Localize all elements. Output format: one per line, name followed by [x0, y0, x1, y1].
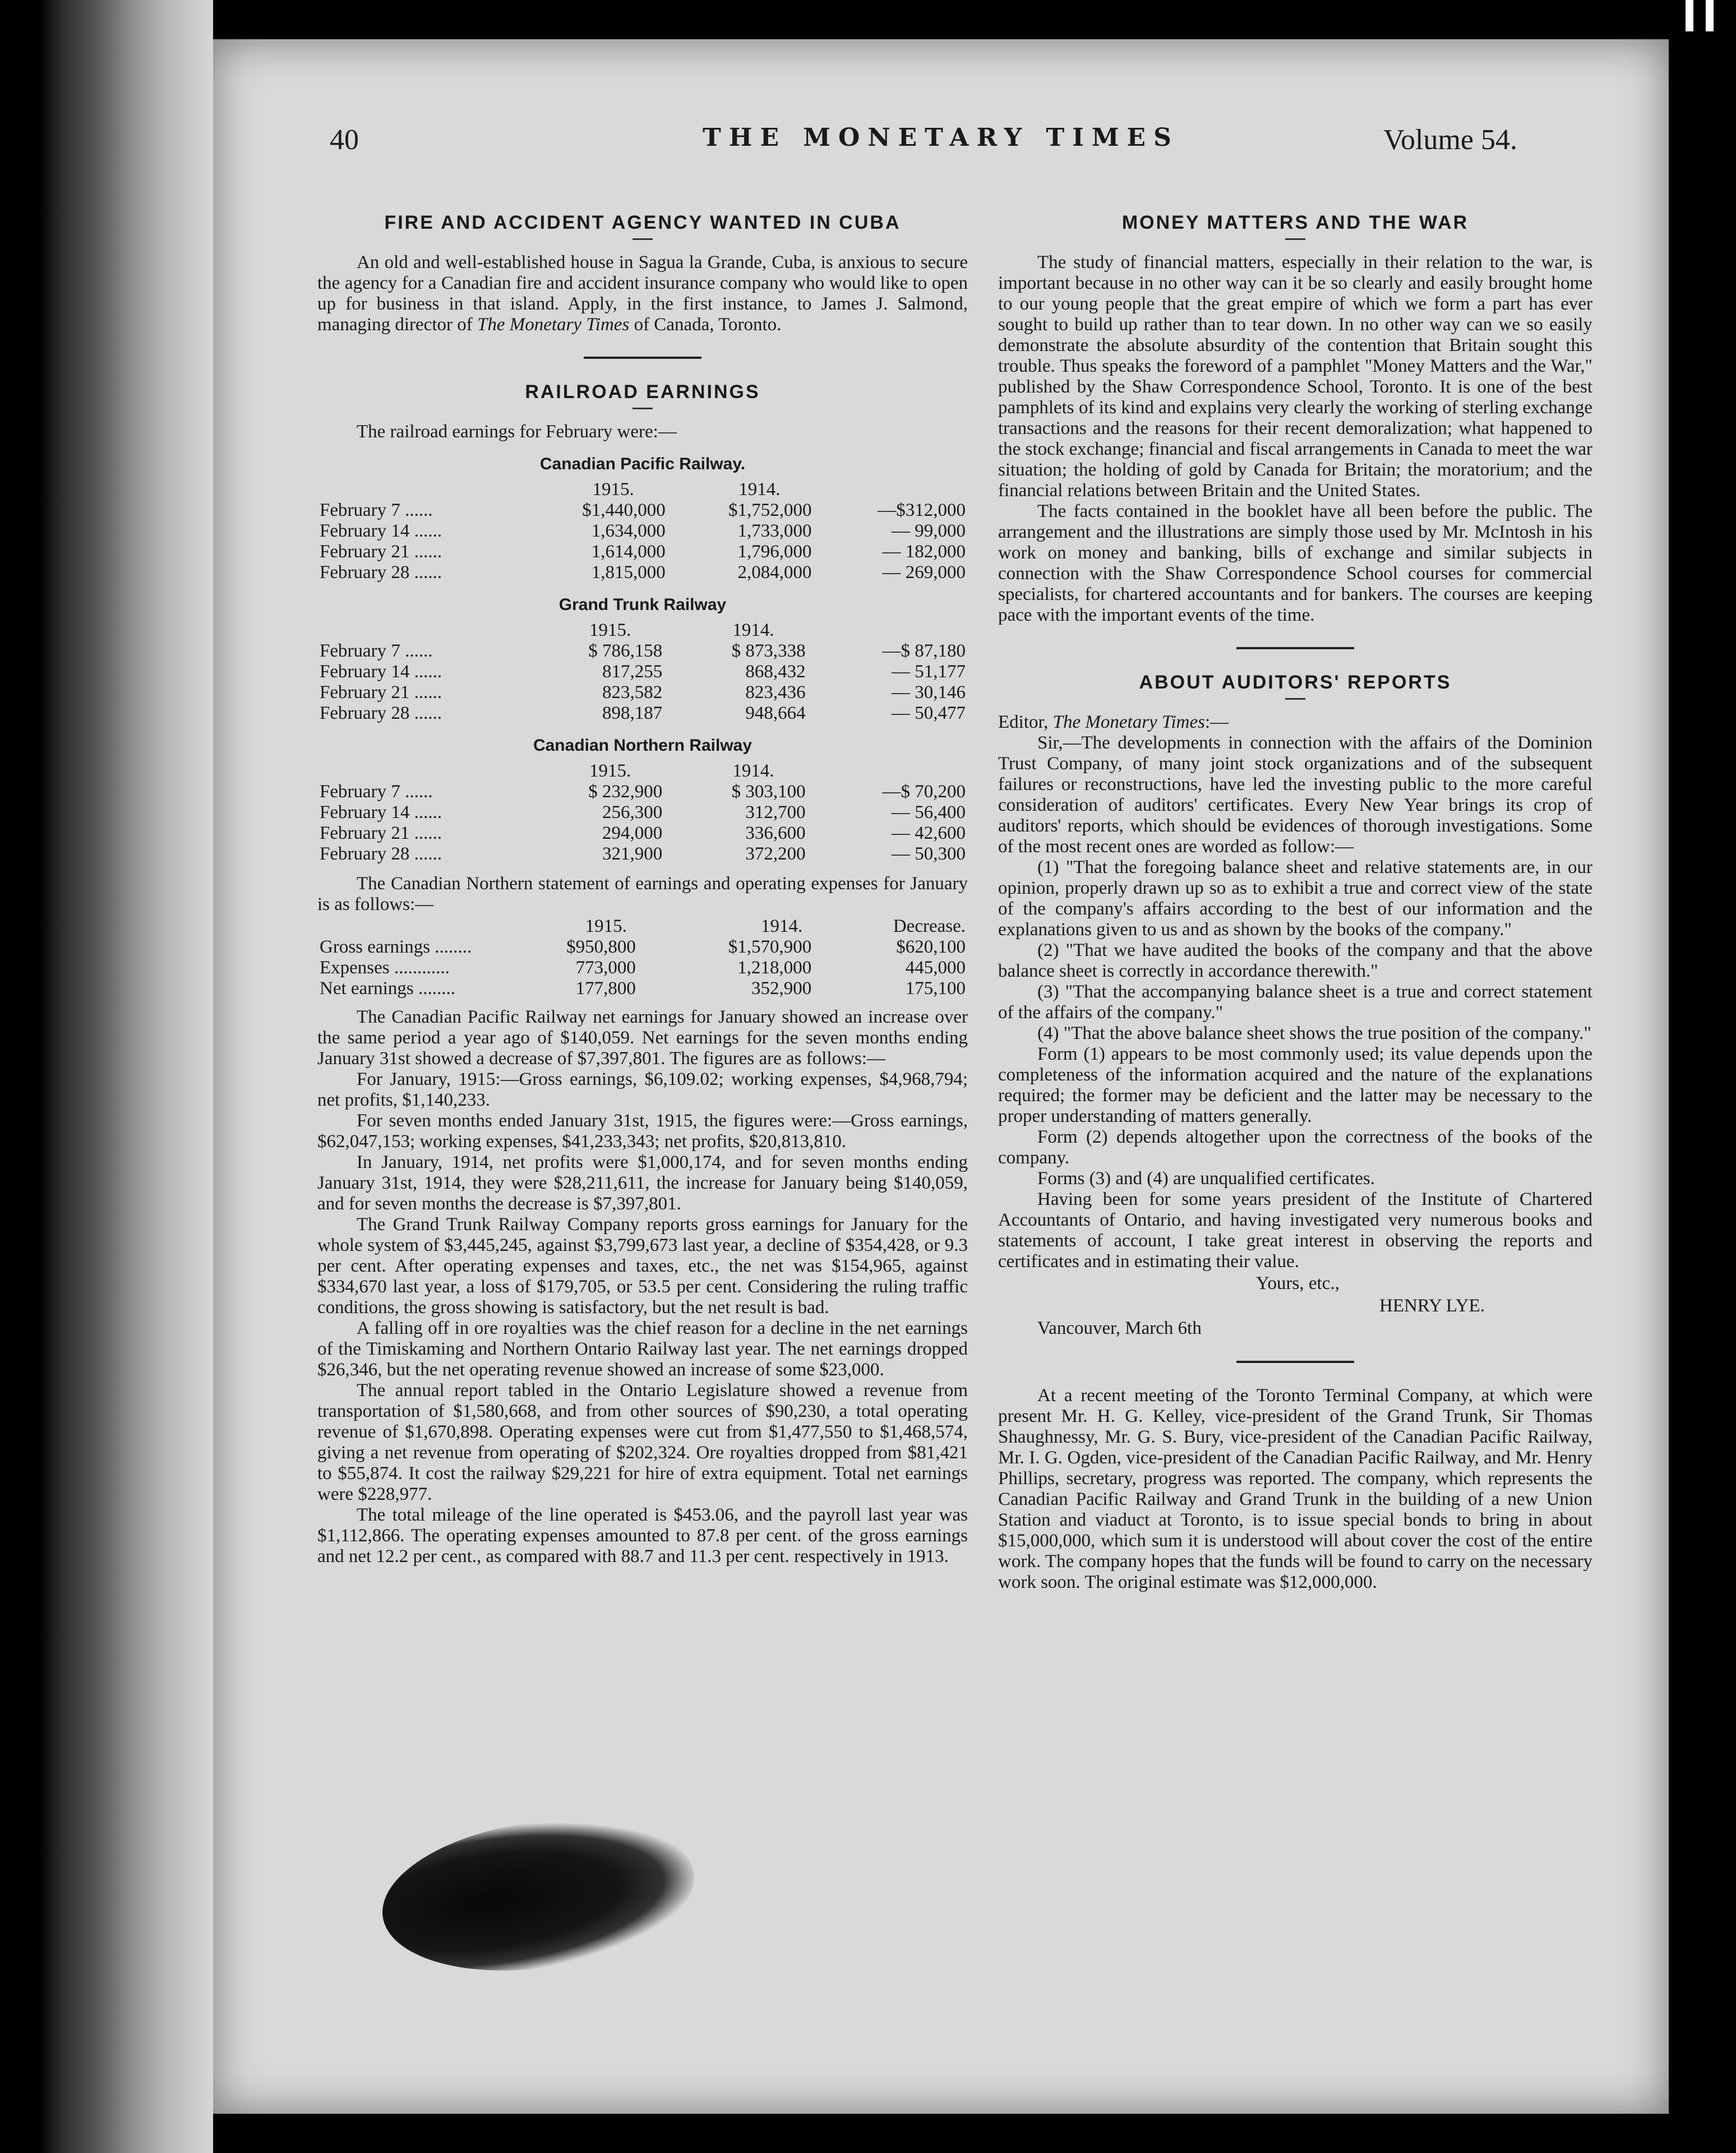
- year-label: 1915.: [589, 761, 631, 781]
- value-1915: $ 786,158: [588, 641, 663, 661]
- value-1915: 1,815,000: [591, 562, 666, 583]
- railway-name: Canadian Pacific Railway.: [539, 455, 746, 473]
- value-1915: $ 232,900: [588, 782, 663, 802]
- value-difference: — 50,477: [892, 703, 966, 723]
- value-difference: — 269,000: [882, 562, 966, 583]
- paragraph: A falling off in ore royalties was the chief reason for a decline in the net earnings of the Timiskaming and Northern Ontario Railway last year. The net earnings dropped $26,346, but the net operating revenue showed an increase of some $23,000.: [317, 1318, 968, 1380]
- value-1915: 294,000: [602, 823, 663, 843]
- auditors-heading: ABOUT AUDITORS' REPORTS: [1139, 672, 1452, 693]
- row-label: February 21 ......: [320, 823, 442, 843]
- row-label: February 21 ......: [320, 542, 442, 562]
- value-1915: 773,000: [575, 958, 636, 978]
- earnings-table: [317, 479, 968, 583]
- row-label: February 21 ......: [320, 682, 442, 703]
- value-1915: 1,614,000: [591, 542, 666, 562]
- table-row: [317, 500, 968, 521]
- left-column: [317, 202, 968, 1567]
- railroad-intro: The railroad earnings for February were:—: [357, 422, 677, 442]
- table-row: [317, 641, 968, 662]
- value-1914: 1,796,000: [737, 542, 812, 562]
- table-row: [317, 782, 968, 802]
- section-divider: [1236, 1361, 1354, 1363]
- value-difference: — 50,300: [892, 844, 966, 864]
- cn-intro: The Canadian Northern statement of earnings and operating expenses for January is as follows:—: [317, 874, 968, 914]
- value-difference: —$ 87,180: [882, 641, 966, 661]
- page-number: 40: [330, 124, 359, 156]
- row-label: February 14 ......: [320, 662, 442, 682]
- table-row: [317, 958, 968, 978]
- year-label: 1915.: [592, 479, 634, 500]
- value-1914: 312,700: [745, 802, 806, 823]
- table-row: [317, 521, 968, 542]
- railway-tables: [317, 455, 968, 865]
- value-1914: $1,752,000: [728, 500, 812, 520]
- value-1915: $950,800: [566, 937, 636, 957]
- row-label: February 28 ......: [320, 844, 442, 864]
- cuba-paragraph: An old and well-established house in Sagua la Grande, Cuba, is anxious to secure the agency for a Canadian fire and accident insurance company who would like to open up for business in that island. Apply, in the first instance, to James J. Salmond, managing director of The Monetary Times of Canada, Toronto.: [317, 252, 968, 335]
- value-decrease: 445,000: [905, 958, 966, 978]
- table-header: [317, 479, 521, 500]
- table-row: [317, 844, 968, 865]
- value-1914: 948,664: [745, 703, 806, 723]
- volume-label: Volume 54.: [1383, 124, 1517, 156]
- value-1914: $ 873,338: [731, 641, 806, 661]
- value-1914: 1,218,000: [737, 958, 812, 978]
- paragraph: The total mileage of the line operated is $453.06, and the payroll last year was $1,112,866. The operating expenses amounted to 87.8 per cent. of the gross earnings and net 12.2 per cent., as compared with 88.7 and 11.3 per cent. respectively in 1913.: [317, 1505, 968, 1567]
- section-divider: [584, 357, 701, 359]
- value-decrease: 175,100: [905, 978, 966, 999]
- masthead: THE MONETARY TIMES: [703, 123, 1179, 152]
- paragraph: Form (2) depends altogether upon the correctness of the books of the company.: [998, 1127, 1592, 1168]
- table-header: 1914.: [761, 916, 803, 936]
- paragraph: The Grand Trunk Railway Company reports gross earnings for January for the whole system of $3,445,245, against $3,799,673 last year, a decline of $354,428, or 9.3 per cent. After operating expenses and taxes, etc., the net was $154,965, against $334,670 last year, a loss of $179,705, or 53.5 per cent. Considering the ruling traffic conditions, the gross showing is satisfactory, but the net result is bad.: [317, 1214, 968, 1318]
- paragraph: In January, 1914, net profits were $1,000,174, and for seven months ending January 31st, 1914, they were $28,211,611, the increase for January being $140,059, and for seven months the decrease is $7,397,801.: [317, 1152, 968, 1214]
- value-1914: $ 303,100: [731, 782, 806, 802]
- value-1915: 177,800: [575, 978, 636, 999]
- table-header: Decrease.: [893, 916, 966, 936]
- paragraph: For January, 1915:—Gross earnings, $6,109.02; working expenses, $4,968,794; net profits, $1,140,233.: [317, 1069, 968, 1110]
- earnings-table: [317, 761, 968, 865]
- row-label: Net earnings ........: [320, 978, 455, 999]
- paragraph: The study of financial matters, especially in their relation to the war, is important because in no other way can it be so clearly and easily brought home to our young people that the great empire of which we form a part has ever sought to build up rather than to tear down. In no other way can we so easily demonstrate the absolute absurdity of the contention that Britain sought this trouble. Thus speaks the foreword of a pamphlet "Money Matters and the War," published by the Shaw Correspondence School, Toronto. It is one of the best pamphlets of its kind and explains very clearly the working of sterling exchange transactions and the reasons for their recent demoralization; what happened to the stock exchange; financial and fiscal arrangements in Canada to meet the war situation; the holding of gold by Canada for Britain; the moratorium; and the financial relations between Britain and the United States.: [998, 252, 1592, 501]
- row-label: February 7 ......: [320, 641, 433, 661]
- row-label: February 28 ......: [320, 703, 442, 723]
- right-column: [998, 202, 1592, 1593]
- value-1915: 321,900: [602, 844, 663, 864]
- row-label: February 14 ......: [320, 521, 442, 541]
- year-label: 1915.: [589, 620, 631, 640]
- value-1915: 823,582: [602, 682, 663, 703]
- cuba-heading: FIRE AND ACCIDENT AGENCY WANTED IN CUBA: [384, 212, 901, 233]
- heading-rule: [632, 408, 653, 409]
- value-1914: 2,084,000: [737, 562, 812, 583]
- money-heading: MONEY MATTERS AND THE WAR: [1121, 212, 1469, 233]
- table-header: [317, 916, 490, 937]
- value-difference: — 182,000: [882, 542, 966, 562]
- table-header: [808, 620, 968, 641]
- auditor-paragraphs: [998, 733, 1592, 1272]
- value-1915: 817,255: [602, 662, 663, 682]
- year-label: 1914.: [738, 479, 781, 500]
- paragraph: (3) "That the accompanying balance sheet is a true and correct statement of the affairs of the company.": [998, 982, 1592, 1023]
- value-difference: —$312,000: [878, 500, 966, 520]
- year-header-row: [317, 479, 968, 500]
- scan-border: [1669, 0, 1736, 2153]
- paragraph: The annual report tabled in the Ontario Legislature showed a revenue from transportation of $1,580,668, and from other sources of $90,230, a total operating revenue of $1,670,898. Operating expenses were cut from $1,477,550 to $1,468,574, giving a net revenue from operating of $202,324. Ore royalties dropped from $81,421 to $55,874. It cost the railway $29,221 for hire of extra equipment. Total net earnings were $228,977.: [317, 1380, 968, 1504]
- table-header: 1915.: [585, 916, 627, 936]
- value-1915: 256,300: [602, 802, 663, 823]
- value-difference: — 56,400: [892, 802, 966, 823]
- paragraph: The facts contained in the booklet have all been before the public. The arrangement and the illustrations are simply those used by Mr. McIntosh in his work on money and banking, bills of exchange and similar subjects in connection with the Shaw Correspondence School courses for commercial specialists, for chartered accountants and for bankers. The courses are keeping pace with the important events of the time.: [998, 501, 1592, 625]
- table-header: [317, 620, 521, 641]
- paragraph: Sir,—The developments in connection with the affairs of the Dominion Trust Company, of many joint stock organizations and of the subsequent failures or reconstructions, have led the investing public to the more careful consideration of auditors' certificates. Every New Year brings its crop of auditors' reports, which should be evidences of thorough investigations. Some of the most recent ones are worded as follow:—: [998, 733, 1592, 857]
- value-difference: — 99,000: [892, 521, 966, 541]
- value-1915: 1,634,000: [591, 521, 666, 541]
- value-difference: — 51,177: [892, 662, 966, 682]
- table-row: [317, 937, 968, 958]
- row-label: February 7 ......: [320, 500, 433, 520]
- paragraph: (4) "That the above balance sheet shows the true position of the company.": [1037, 1023, 1591, 1043]
- table-row: [317, 978, 968, 999]
- table-row: [317, 682, 968, 703]
- terminal-paragraph: At a recent meeting of the Toronto Terminal Company, at which were present Mr. H. G. Kelley, vice-president of the Grand Trunk, Sir Thomas Shaughnessy, Mr. G. S. Bury, vice-president of the Canadian Pacific Railway, Mr. I. G. Ogden, vice-president of the Canadian Pacific Railway, and Mr. Henry Phillips, secretary, progress was reported. The company, which represents the Canadian Pacific Railway and Grand Trunk in the building of a new Union Station and viaduct at Toronto, is to issue special bonds to bring in about $15,000,000, which sum it is understood will about cover the cost of the entire work. The company hopes that the funds will be found to carry on the necessary work soon. The original estimate was $12,000,000.: [998, 1385, 1592, 1592]
- table-row: [317, 542, 968, 562]
- book-gutter-shadow: [0, 0, 213, 2153]
- paragraph: (1) "That the foregoing balance sheet and relative statements are, in our opinion, properly drawn up so as to exhibit a true and correct view of the state of the company's affairs according to the best of our information and the explanations given to us and as shown by the books of the company.": [998, 857, 1592, 940]
- paragraph: Forms (3) and (4) are unqualified certificates.: [1037, 1168, 1375, 1189]
- row-label: February 14 ......: [320, 802, 442, 823]
- paragraph: Having been for some years president of the Institute of Chartered Accountants of Ontario, and having investigated very numerous books and statements of account, I take great interest in observing the reports and certificates and in estimating their value.: [998, 1189, 1592, 1272]
- value-difference: — 30,146: [892, 682, 966, 703]
- value-difference: —$ 70,200: [882, 782, 966, 802]
- railway-name: Grand Trunk Railway: [558, 595, 727, 614]
- film-marks: [1686, 0, 1719, 34]
- table-header: [814, 479, 968, 500]
- value-1914: 372,200: [745, 844, 806, 864]
- table-row: [317, 562, 968, 583]
- paragraph: (2) "That we have audited the books of the company and that the above balance sheet is correctly in accordance therewith.": [998, 940, 1592, 981]
- row-label: February 7 ......: [320, 782, 433, 802]
- letter-signature: HENRY LYE.: [1379, 1296, 1485, 1316]
- row-label: Expenses ............: [320, 958, 450, 978]
- thumb-shadow: [373, 1801, 704, 1989]
- value-1914: 868,432: [745, 662, 806, 682]
- paragraph: For seven months ended January 31st, 1915, the figures were:—Gross earnings, $62,047,153; working expenses, $41,233,343; net profits, $20,813,810.: [317, 1111, 968, 1152]
- year-label: 1914.: [732, 620, 774, 640]
- table-header: [808, 761, 968, 782]
- cn-statement-table: [317, 916, 968, 999]
- year-label: 1914.: [732, 761, 774, 781]
- section-divider: [1236, 647, 1354, 649]
- paragraph: Form (1) appears to be most commonly used; its value depends upon the completeness of the information acquired and the nature of the explanations required; the former may be deficient and the latter may be necessary to the proper understanding of matters generally.: [998, 1044, 1592, 1126]
- table-row: [317, 823, 968, 844]
- heading-rule: [1285, 698, 1305, 700]
- value-1915: 898,187: [602, 703, 663, 723]
- letter-salutation: Editor, The Monetary Times:—: [998, 712, 1229, 732]
- year-header-row: [317, 761, 968, 782]
- railroad-heading: RAILROAD EARNINGS: [525, 381, 760, 403]
- value-1915: $1,440,000: [582, 500, 666, 520]
- table-header: [317, 761, 521, 782]
- value-1914: 336,600: [745, 823, 806, 843]
- table-row: [317, 703, 968, 724]
- newspaper-page: [213, 39, 1669, 2114]
- table-row: [317, 802, 968, 823]
- railway-name: Canadian Northern Railway: [533, 736, 752, 755]
- money-paragraphs: [998, 252, 1592, 626]
- value-decrease: $620,100: [896, 937, 966, 957]
- earnings-table: [317, 620, 968, 724]
- heading-rule: [632, 238, 653, 240]
- heading-rule: [1285, 238, 1305, 240]
- value-1914: 352,900: [751, 978, 812, 999]
- row-label: February 28 ......: [320, 562, 442, 583]
- letter-place-date: Vancouver, March 6th: [1037, 1318, 1202, 1338]
- value-1914: 823,436: [745, 682, 806, 703]
- paragraph: The Canadian Pacific Railway net earnings for January showed an increase over the same period a year ago of $140,059. Net earnings for the seven months ending January 31st showed a decrease of $7,397,801. The figures are as follows:—: [317, 1007, 968, 1069]
- value-1914: 1,733,000: [737, 521, 812, 541]
- value-difference: — 42,600: [892, 823, 966, 843]
- value-1914: $1,570,900: [728, 937, 812, 957]
- row-label: Gross earnings ........: [320, 937, 472, 957]
- year-header-row: [317, 620, 968, 641]
- table-row: [317, 662, 968, 682]
- left-paragraphs: [317, 1007, 968, 1567]
- letter-closing: Yours, etc.,: [1256, 1273, 1340, 1293]
